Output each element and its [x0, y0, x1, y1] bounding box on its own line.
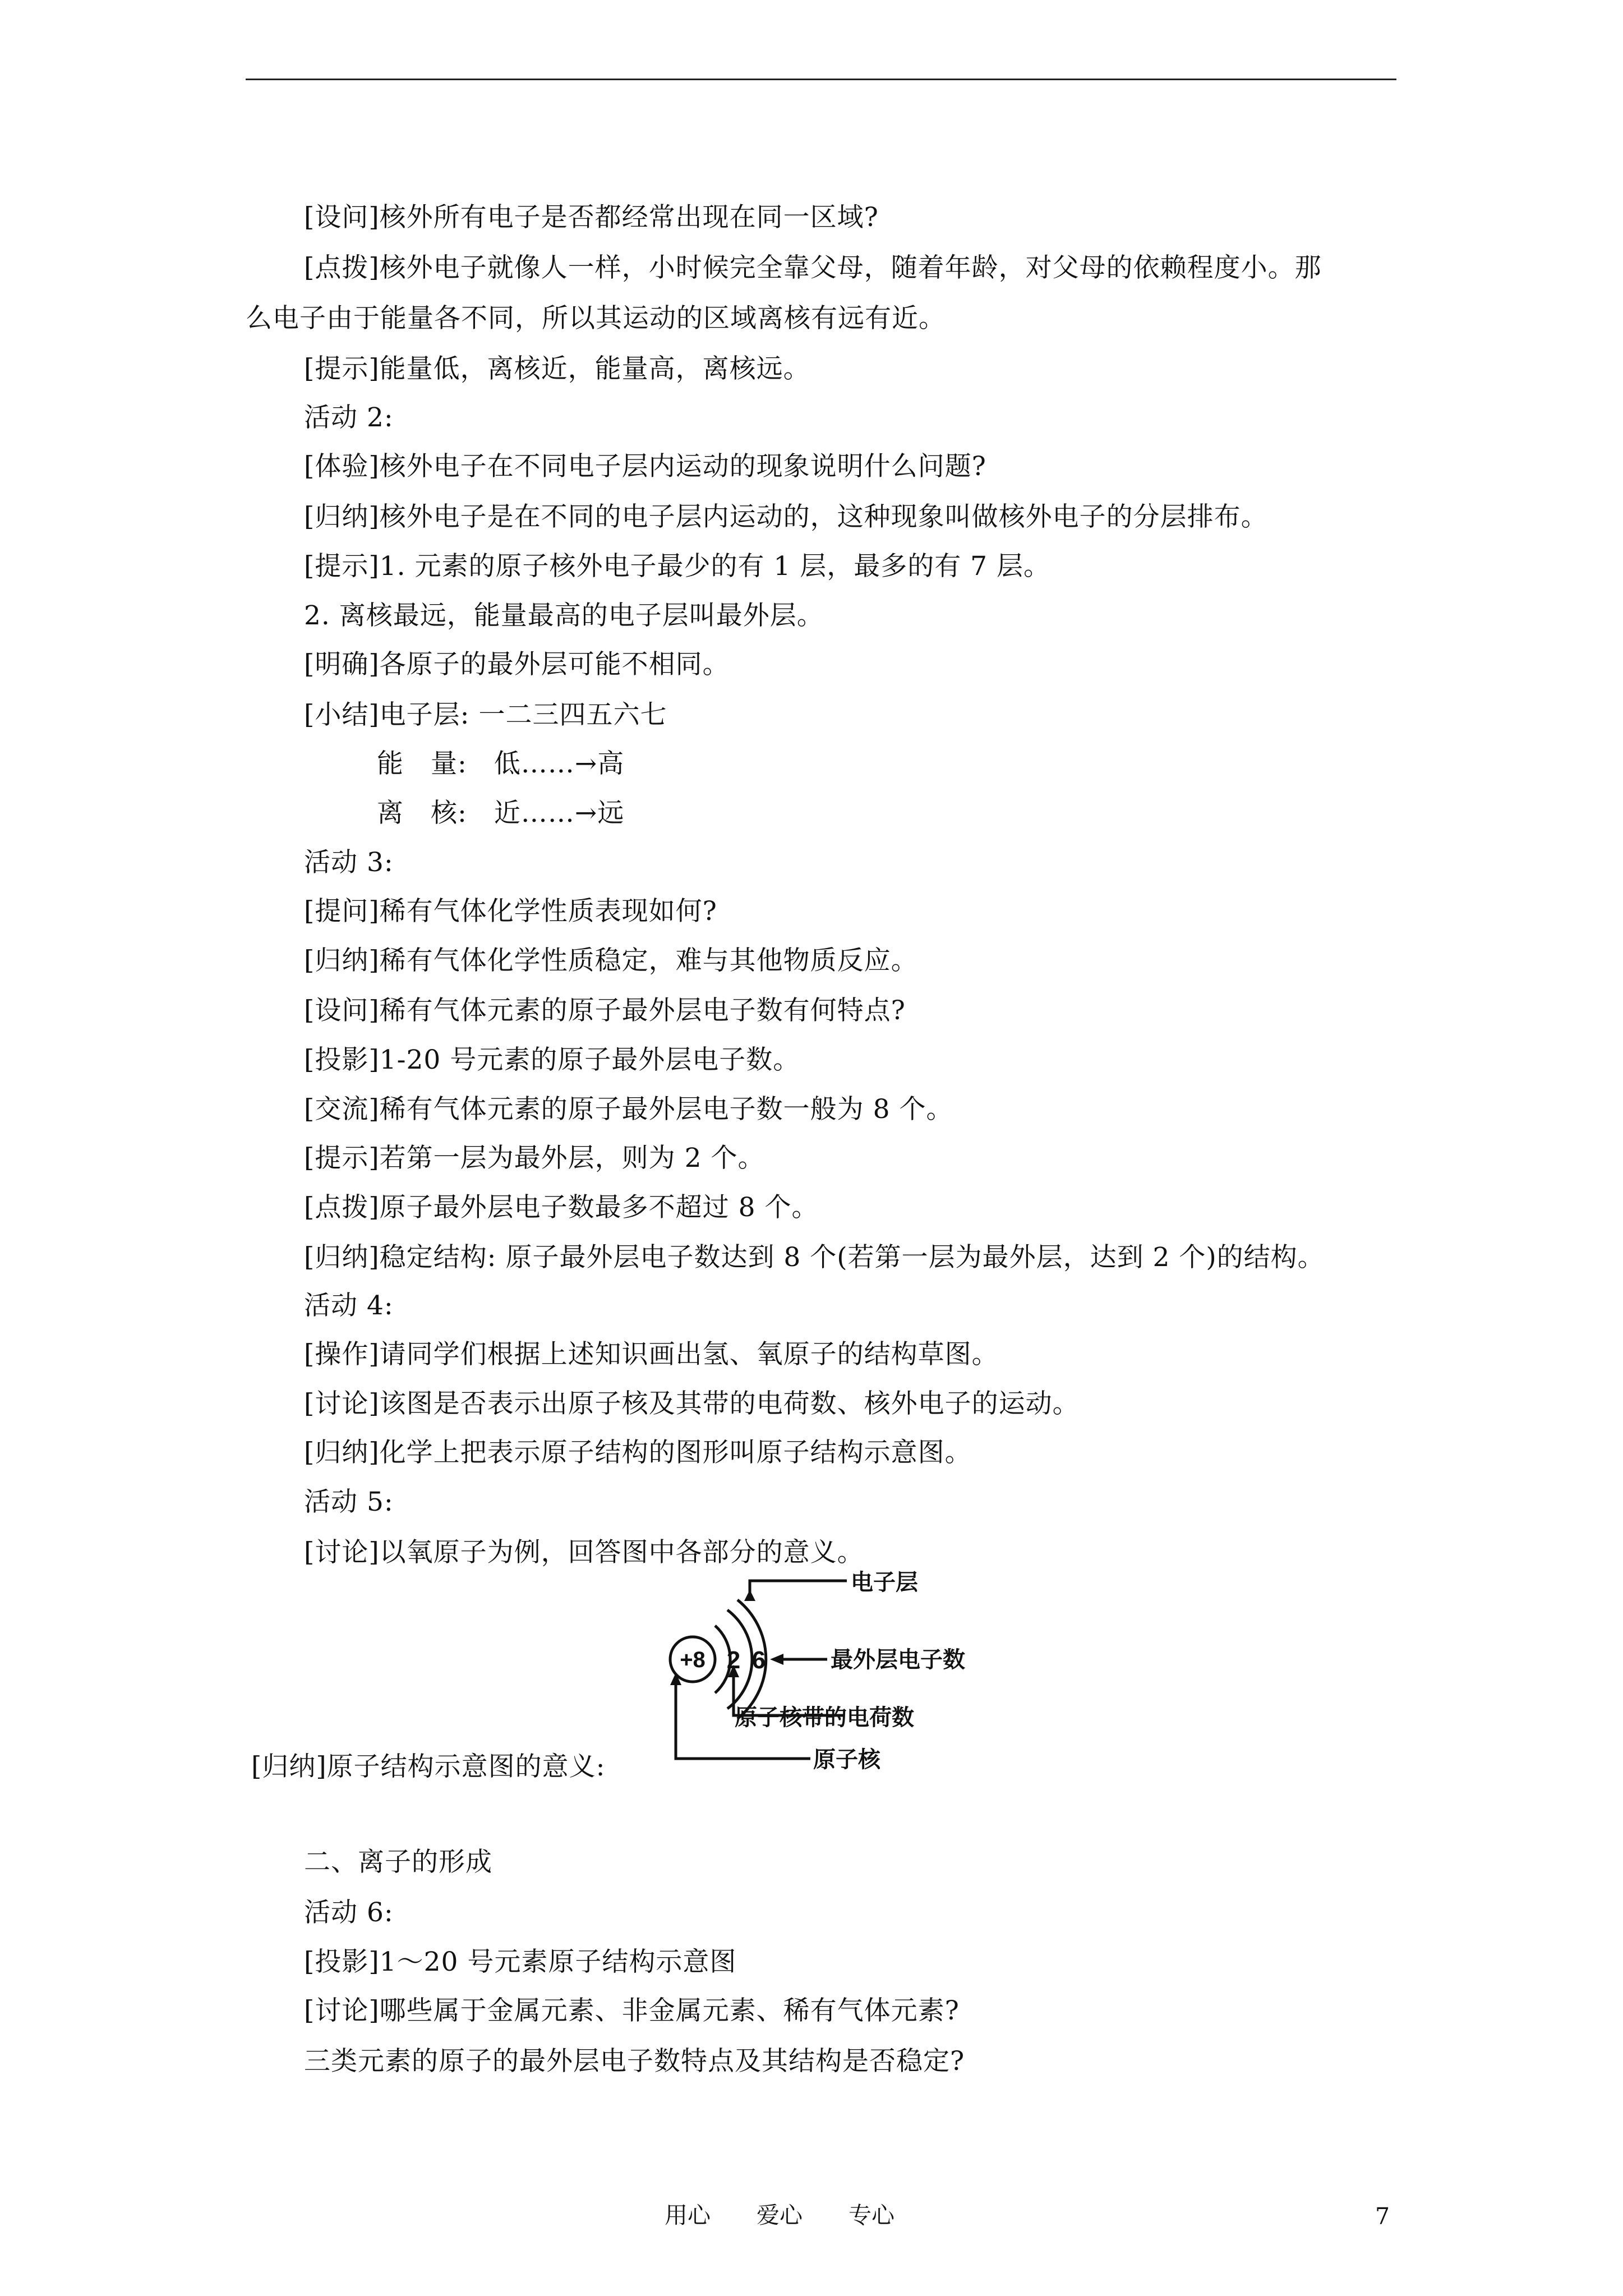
- text-line: [归纳]化学上把表示原子结构的图形叫原子结构示意图。: [304, 1437, 972, 1468]
- nucleus-charge: +8: [680, 1648, 706, 1672]
- footer-motto: 用心 爱心 专心: [665, 2202, 895, 2229]
- page-number: 7: [1375, 2203, 1390, 2230]
- label-nuclear-charge: 原子核带的电荷数: [735, 1705, 914, 1730]
- text-line: 么电子由于能量各不同，所以其运动的区域离核有远有近。: [246, 303, 946, 334]
- label-nucleus: 原子核: [813, 1747, 880, 1772]
- label-electron-shell: 电子层: [851, 1570, 918, 1595]
- text-line: [提示]若第一层为最外层，则为 2 个。: [304, 1143, 765, 1174]
- text-line: [体验]核外电子在不同电子层内运动的现象说明什么问题?: [304, 451, 986, 482]
- text-line: 能 量: 低……→高: [377, 748, 625, 779]
- text-line: [设问]稀有气体元素的原子最外层电子数有何特点?: [304, 995, 906, 1026]
- text-line: [明确]各原子的最外层可能不相同。: [304, 649, 730, 680]
- header-rule: [246, 79, 1396, 80]
- shell2-count: 6: [751, 1646, 766, 1674]
- arrow-line-shell: [750, 1581, 847, 1594]
- text-line: [小结]电子层: 一二三四五六七: [304, 700, 667, 730]
- text-line: 离 核: 近……→远: [377, 798, 625, 829]
- text-line: 活动 3:: [304, 847, 394, 878]
- text-line: [归纳]原子结构示意图的意义:: [251, 1751, 606, 1782]
- shell1-count: 2: [726, 1646, 741, 1674]
- text-line: [提问]稀有气体化学性质表现如何?: [304, 896, 717, 927]
- arrowhead-shell: [744, 1590, 755, 1601]
- text-line: [归纳]核外电子是在不同的电子层内运动的，这种现象叫做核外电子的分层排布。: [304, 501, 1268, 532]
- text-line: [操作]请同学们根据上述知识画出氢、氧原子的结构草图。: [304, 1339, 999, 1370]
- text-line: [提示]能量低，离核近，能量高，离核远。: [304, 353, 810, 384]
- text-line: 活动 2:: [304, 402, 394, 433]
- label-outer-electrons: 最外层电子数: [831, 1648, 965, 1672]
- text-line: [讨论]以氧原子为例，回答图中各部分的意义。: [304, 1537, 864, 1568]
- text-line: [投影]1～20 号元素原子结构示意图: [304, 1947, 737, 1977]
- text-line: [交流]稀有气体元素的原子最外层电子数一般为 8 个。: [304, 1094, 953, 1125]
- text-line: [讨论]哪些属于金属元素、非金属元素、稀有气体元素?: [304, 1995, 960, 2026]
- text-line: 活动 5:: [304, 1487, 394, 1517]
- atom-structure-diagram: [659, 1570, 1007, 1773]
- text-line: 三类元素的原子的最外层电子数特点及其结构是否稳定?: [304, 2046, 965, 2077]
- text-line: [归纳]稳定结构: 原子最外层电子数达到 8 个(若第一层为最外层，达到 2 个)的结构。: [304, 1242, 1325, 1273]
- text-line: [点拨]原子最外层电子数最多不超过 8 个。: [304, 1192, 819, 1223]
- text-line: [点拨]核外电子就像人一样，小时候完全靠父母，随着年龄，对父母的依赖程度小。那: [304, 252, 1322, 283]
- arrowhead-outer: [770, 1654, 783, 1665]
- text-line: [讨论]该图是否表示出原子核及其带的电荷数、核外电子的运动。: [304, 1388, 1080, 1419]
- text-line: [投影]1-20 号元素的原子最外层电子数。: [304, 1045, 800, 1075]
- text-line: 2. 离核最远，能量最高的电子层叫最外层。: [304, 600, 824, 631]
- text-line: [归纳]稀有气体化学性质稳定，难与其他物质反应。: [304, 945, 918, 976]
- text-line: 活动 6:: [304, 1897, 394, 1928]
- text-line: 活动 4:: [304, 1290, 394, 1321]
- text-line: [设问]核外所有电子是否都经常出现在同一区域?: [304, 202, 879, 233]
- text-line: 二、离子的形成: [304, 1847, 492, 1878]
- text-line: [提示]1. 元素的原子核外电子最少的有 1 层，最多的有 7 层。: [304, 551, 1051, 582]
